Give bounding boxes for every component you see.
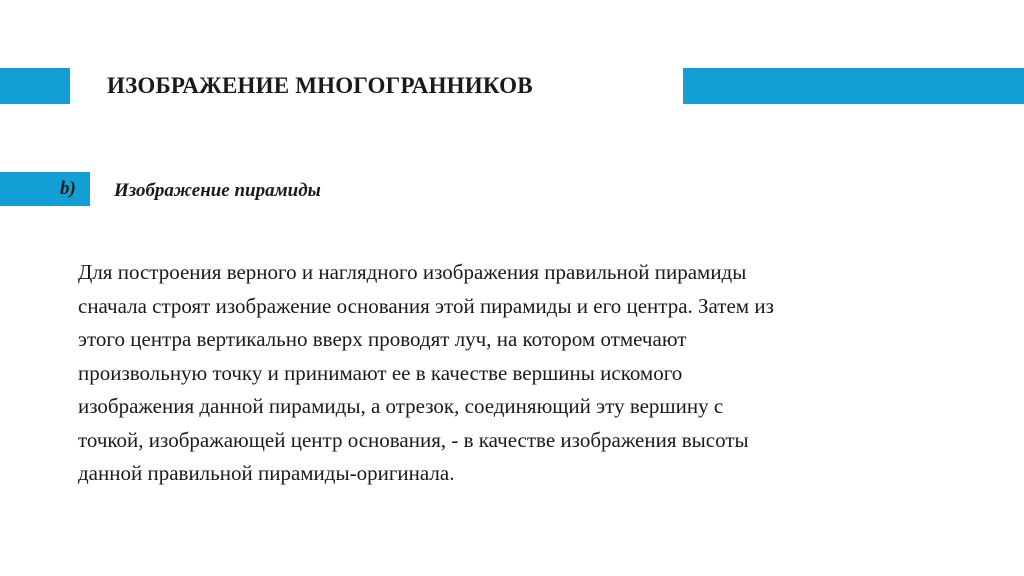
- body-line: Для построения верного и наглядного изображения правильной пирамиды: [78, 260, 747, 284]
- title-accent-bar-right: [683, 68, 1024, 104]
- body-paragraph: [78, 256, 958, 491]
- body-line: точкой, изображающей центр основания, - в качестве изображения высоты: [78, 427, 749, 452]
- section-marker-bar: [0, 172, 90, 206]
- section-letter: b): [60, 178, 76, 199]
- body-line: изображения данной пирамиды, а отрезок, соединяющий эту вершину с: [78, 394, 724, 418]
- body-line: этого центра вертикально вверх проводят луч, на котором отмечают: [78, 327, 687, 351]
- body-line: произвольную точку и принимают ее в качестве вершины искомого: [78, 360, 683, 385]
- body-line: сначала строят изображение основания этой пирамиды и его центра. Затем из: [78, 293, 774, 318]
- slide-title: ИЗОБРАЖЕНИЕ МНОГОГРАННИКОВ: [107, 73, 533, 98]
- section-title: Изображение пирамиды: [114, 180, 321, 201]
- title-accent-bar-left: [0, 68, 70, 104]
- body-line: данной правильной пирамиды-оригинала.: [78, 461, 455, 485]
